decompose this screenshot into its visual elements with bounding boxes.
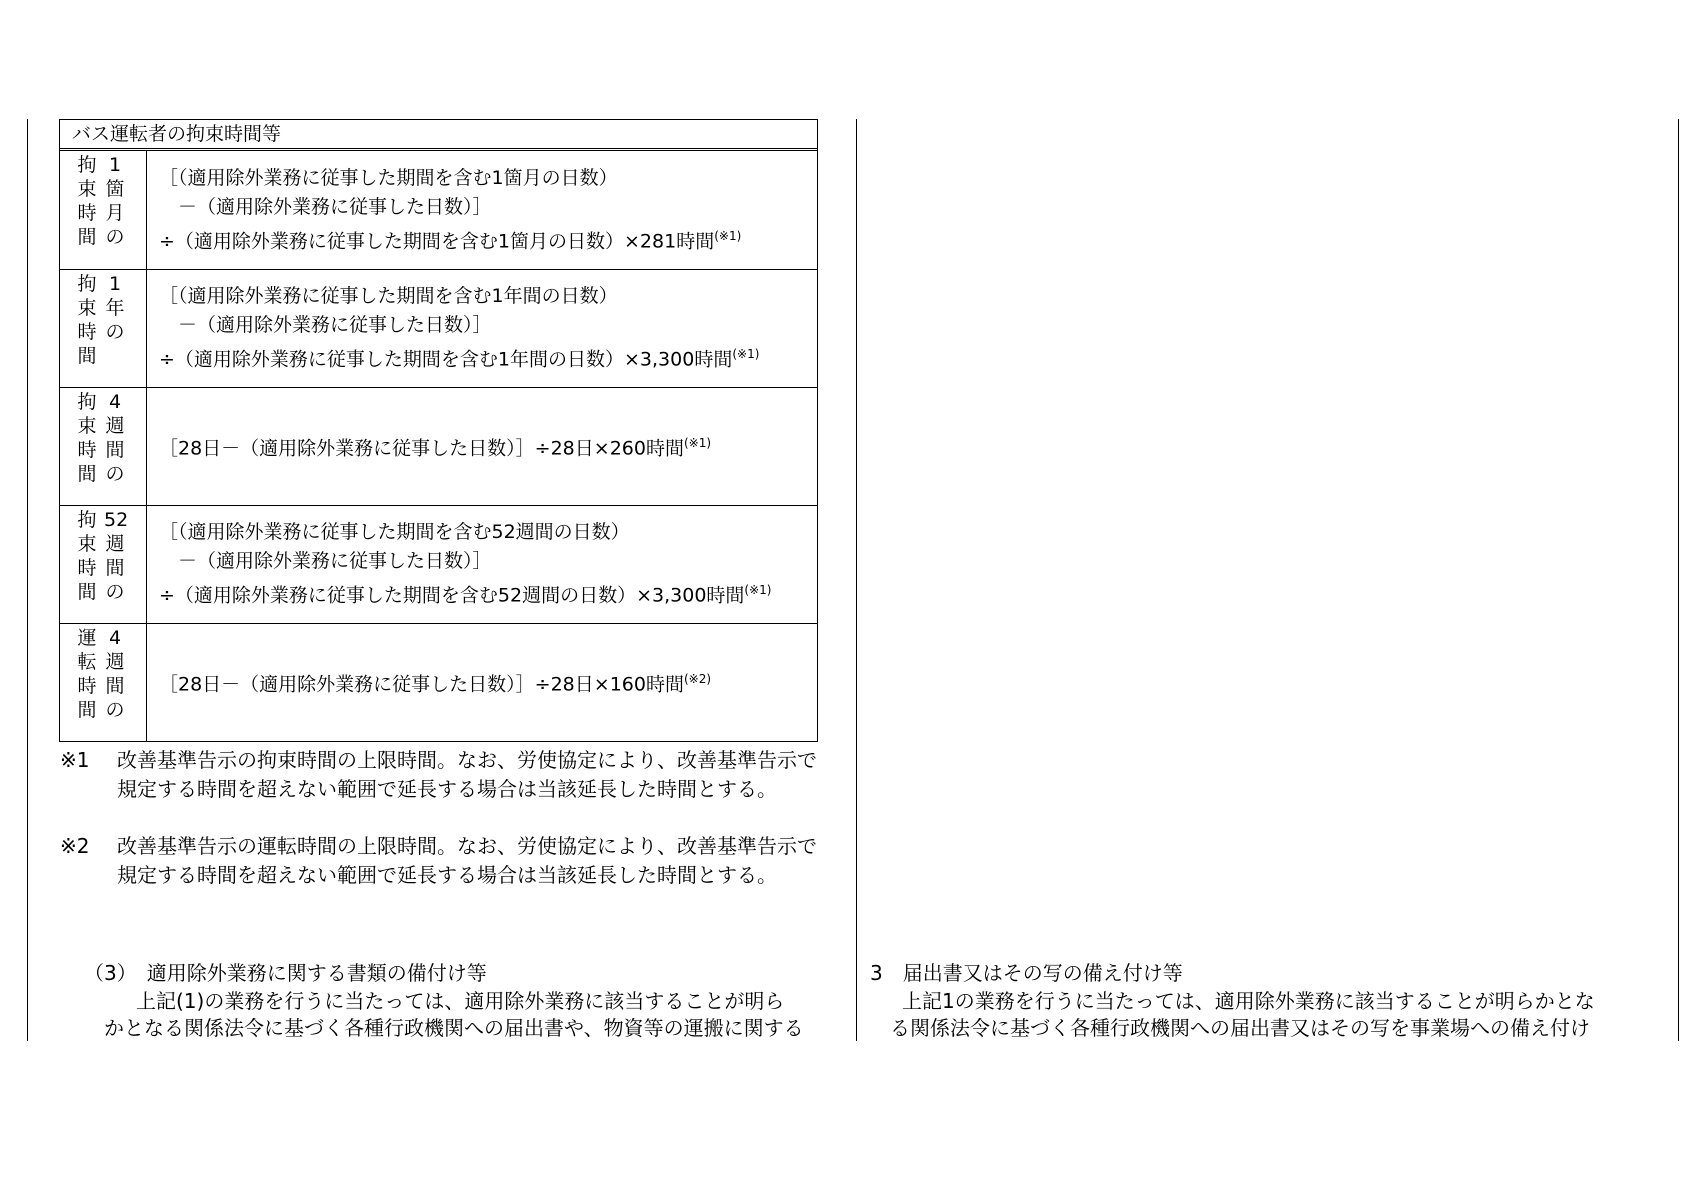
row-label-a: 拘 束 時 間 xyxy=(77,273,97,367)
row-label-b: 52 週 間 の xyxy=(104,509,129,603)
footnote-mark: ※1 xyxy=(60,748,90,772)
row-formula xyxy=(147,270,817,387)
formula-line: －（適用除外業務に従事した日数）］ xyxy=(159,195,492,218)
row-formula xyxy=(147,388,817,505)
table-row xyxy=(60,505,817,623)
formula-line: ［（適用除外業務に従事した期間を含む52週間の日数） xyxy=(159,521,630,544)
note-ref: (※1) xyxy=(732,347,760,362)
row-label-b: 4 週 間 の xyxy=(105,627,125,721)
row-label xyxy=(60,506,147,623)
footnote xyxy=(60,832,830,890)
formula-line: －（適用除外業務に従事した日数）］ xyxy=(159,550,492,573)
note-ref: (※1) xyxy=(683,436,712,451)
table-row xyxy=(60,151,817,269)
row-label-a: 運 転 時 間 xyxy=(77,627,97,721)
row-formula xyxy=(147,624,817,741)
row-label-a: 拘 束 時 間 xyxy=(77,509,97,603)
formula-line: ［（適用除外業務に従事した期間を含む1箇月の日数） xyxy=(159,166,618,189)
right-section-heading: 3 届出書又はその写の備え付け等 xyxy=(870,961,1183,985)
table-row xyxy=(60,387,817,505)
formula-line: ÷（適用除外業務に従事した期間を含む52週間の日数）×3,300時間$^{(※1)}$ xyxy=(159,583,772,607)
row-label xyxy=(60,624,147,741)
right-section-line-2: る関係法令に基づく各種行政機関への届出書又はその写を事業場への備え付け xyxy=(890,1016,1590,1040)
table-title: バス運転者の拘束時間等 xyxy=(60,120,817,151)
note-ref: (※1) xyxy=(714,228,742,243)
page-border-left xyxy=(27,119,28,1041)
formula-line: ［（適用除外業務に従事した期間を含む1年間の日数） xyxy=(159,285,618,308)
left-section-heading: （3） 適用除外業務に関する書類の備付け等 xyxy=(84,961,487,985)
formula-line: ［28日－（適用除外業務に従事した日数）］÷28日×160時間$^{(※2)}$ xyxy=(159,672,712,696)
page-border-right xyxy=(1678,119,1679,1041)
row-label xyxy=(60,270,147,387)
footnote xyxy=(60,746,830,804)
bus-driver-hours-table xyxy=(59,119,818,742)
footnote-mark: ※2 xyxy=(60,834,90,858)
table-row xyxy=(60,269,817,387)
footnote-text: 改善基準告示の拘束時間の上限時間。なお、労使協定により、改善基準告示で規定する時間を超えない範囲で延長する場合は当該延長した時間とする。 xyxy=(117,748,817,801)
right-section-line-1: 上記1の業務を行うに当たっては、適用除外業務に該当することが明らかとな xyxy=(902,989,1595,1013)
table-row xyxy=(60,623,817,741)
left-section-line-1: 上記(1)の業務を行うに当たっては、適用除外業務に該当することが明ら xyxy=(136,989,785,1013)
note-ref: (※2) xyxy=(683,672,712,687)
formula-line: ÷（適用除外業務に従事した期間を含む1年間の日数）×3,300時間$^{(※1)}$ xyxy=(159,347,760,371)
row-label xyxy=(60,388,147,505)
note-ref: (※1) xyxy=(744,583,772,598)
row-label-a: 拘 束 時 間 xyxy=(77,391,97,485)
row-formula xyxy=(147,506,817,623)
row-label-b: 1 年 の xyxy=(105,273,125,343)
row-formula xyxy=(147,151,817,269)
footnote-text: 改善基準告示の運転時間の上限時間。なお、労使協定により、改善基準告示で規定する時間を超えない範囲で延長する場合は当該延長した時間とする。 xyxy=(117,834,817,887)
row-label-b: 4 週 間 の xyxy=(105,391,125,485)
formula-line: ÷（適用除外業務に従事した期間を含む1箇月の日数）×281時間$^{(※1)}$ xyxy=(159,228,742,253)
formula-line: －（適用除外業務に従事した日数）］ xyxy=(159,314,492,337)
column-divider xyxy=(856,119,857,1041)
row-label-b: 1 箇 月 の xyxy=(105,154,125,248)
formula-line: ［28日－（適用除外業務に従事した日数）］÷28日×260時間$^{(※1)}$ xyxy=(159,436,712,460)
left-section-line-2: かとなる関係法令に基づく各種行政機関への届出書や、物資等の運搬に関する xyxy=(104,1016,804,1040)
row-label xyxy=(60,151,147,269)
row-label-a: 拘 束 時 間 xyxy=(77,154,97,248)
